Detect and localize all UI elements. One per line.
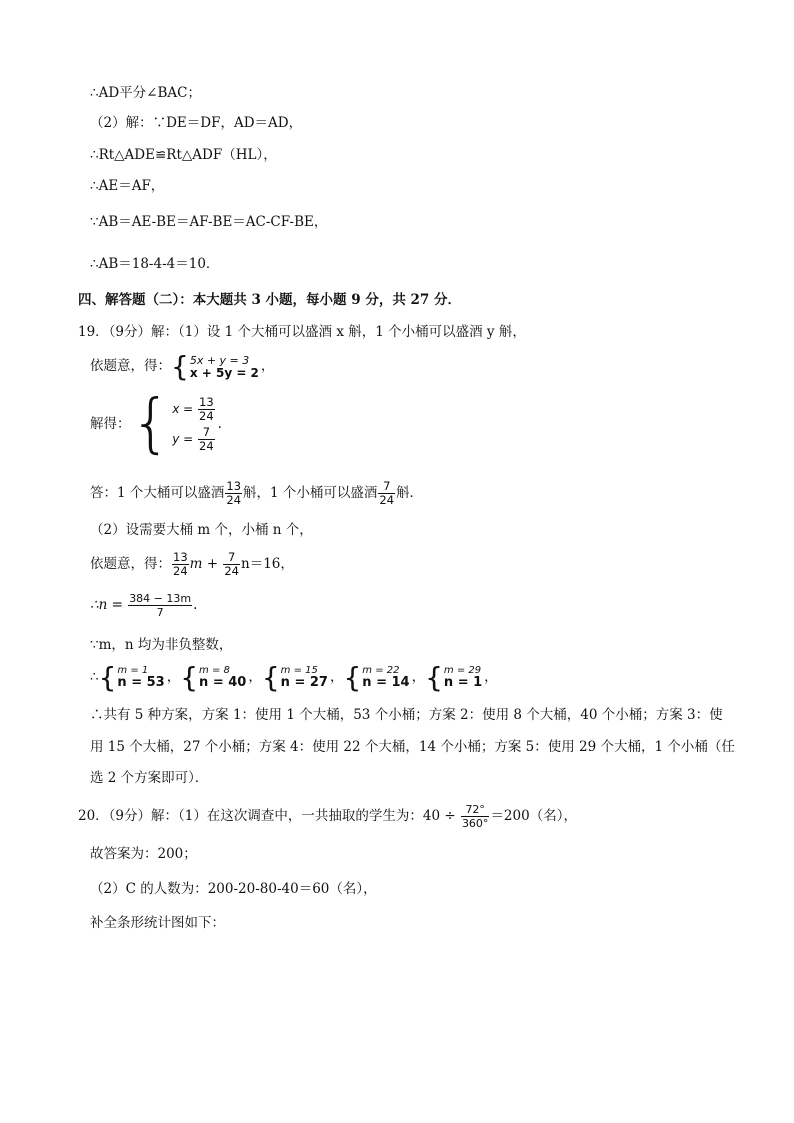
equation-system-line: 依题意，得： { 5x + y = 3 x + 5y = 2 ， <box>90 349 275 383</box>
text-line: （2）设需要大桶 m 个，小桶 n 个， <box>90 522 313 538</box>
text-line: 选 2 个方案即可）． <box>90 770 209 786</box>
text-line: ∵m，n 均为非负整数， <box>90 637 233 653</box>
text-line: ∴AE＝AF， <box>90 178 165 194</box>
text-line: 用 15 个大桶，27 个小桶；方案 4：使用 22 个大桶，14 个小桶；方案 5：使用 29 个大桶，1 个小桶（任 <box>90 739 735 755</box>
solution-system: { x = $\frac{13}{24}$ y = $\frac{7}{24}$ <box>130 387 214 461</box>
question-19-title: 19．（9分）解：（1）设 1 个大桶可以盛酒 x 斛，1 个小桶可以盛酒 y 斛， <box>78 324 526 340</box>
text-line: （2）C 的人数为：200-20-80-40＝60（名）， <box>90 881 377 897</box>
text-line: 补全条形统计图如下： <box>90 915 225 931</box>
text-line: ∴共有 5 种方案，方案 1：使用 1 个大桶，53 个小桶；方案 2：使用 8 个大桶，40 个小桶；方案 3：使 <box>90 707 723 723</box>
equation-line: 依题意，得： $\frac{13}{24}$ m + $\frac{7}{24}$ n＝16， <box>90 550 294 578</box>
text-line: ∴Rt△ADE≌Rt△ADF（HL）， <box>90 147 277 163</box>
integer-solutions-line: ∴ { m = 1 n = 53 ， { m = 8 n = 40 ， { m = 15 n = 27 ， { m = 22 n = 14 ， { m = 29 n = 1 ， <box>90 660 498 694</box>
n-expression-line: ∴n = $\frac{384 - 13m}{7}$ . <box>90 592 198 619</box>
text-line: ∵AB＝AE-BE＝AF-BE＝AC-CF-BE， <box>90 214 328 230</box>
text-line: 故答案为：200； <box>90 846 197 862</box>
solution-system-line: 解得： { x = $\frac{13}{24}$ y = $\frac{7}{24}$ . <box>90 387 222 461</box>
text-line: （2）解：∵DE＝DF，AD＝AD， <box>90 115 303 131</box>
equation-system: { 5x + y = 3 x + 5y = 2 <box>171 349 259 383</box>
text-line: ∴AB＝18-4-4＝10． <box>90 256 220 272</box>
question-20-title: 20．（9分）解：（1）在这次调查中，一共抽取的学生为：40 ÷ $\frac{72^\circ}{360^\circ}$ ＝200（名）， <box>78 803 577 830</box>
text-line: ∴AD平分∠BAC； <box>90 85 201 101</box>
answer-line: 答：1 个大桶可以盛酒 $\frac{13}{24}$ 斛，1 个小桶可以盛酒 $\frac{7}{24}$ 斛． <box>90 479 424 507</box>
section-heading: 四、解答题（二）：本大题共 3 小题，每小题 9 分，共 27 分． <box>78 292 462 308</box>
